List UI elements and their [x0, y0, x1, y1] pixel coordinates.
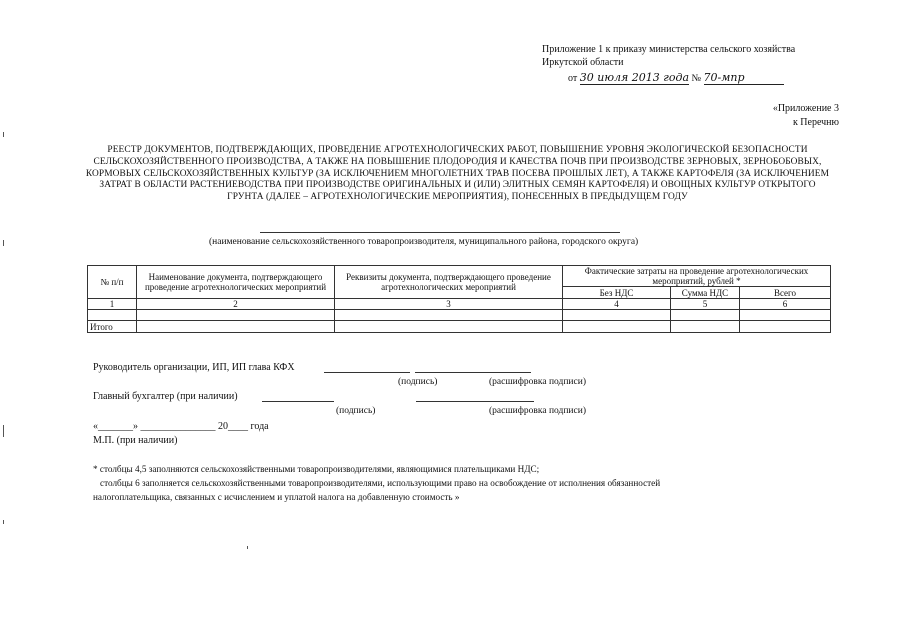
- table-cell: [740, 321, 831, 333]
- order-number-handwritten: 70-мпр: [704, 72, 784, 85]
- scan-speck: [3, 425, 4, 437]
- producer-name-caption: (наименование сельскохозяйственного товаропроизводителя, муниципального района, городского округа): [209, 237, 639, 247]
- column-number-cell: 5: [671, 299, 740, 310]
- header-cost-group: Фактические затраты на проведение агротехнологических мероприятий, рублей *: [563, 266, 831, 287]
- head-decode-caption: (расшифровка подписи): [489, 377, 586, 387]
- footnote-line3: налогоплательщика, связанных с исчислением и уплатой налога на добавленную стоимость »: [93, 492, 460, 502]
- scan-speck: [247, 546, 248, 549]
- table-cell: [671, 310, 740, 321]
- head-signature-line: [324, 372, 410, 373]
- column-number-cell: 6: [740, 299, 831, 310]
- accountant-signature-label: Главный бухгалтер (при наличии): [93, 391, 238, 402]
- table-cell: [740, 310, 831, 321]
- head-signature-caption: (подпись): [398, 377, 438, 387]
- table-cell: [671, 321, 740, 333]
- table-cell: [137, 310, 335, 321]
- order-annex-line2: Иркутской области: [542, 57, 624, 68]
- scan-speck: [3, 520, 4, 524]
- table-cell: [137, 321, 335, 333]
- header-col-doc-details: Реквизиты документа, подтверждающего проведение агротехнологических мероприятий: [335, 266, 563, 299]
- accountant-signature-caption: (подпись): [336, 406, 376, 416]
- table-cell: [335, 310, 563, 321]
- footnote-line1: * столбцы 4,5 заполняются сельскохозяйственными товаропроизводителями, являющимися плательщиками НДС;: [93, 464, 540, 474]
- head-decode-line: [415, 372, 531, 373]
- table-cell: [335, 321, 563, 333]
- accountant-signature-line: [262, 401, 334, 402]
- header-sub-total: Всего: [740, 287, 831, 299]
- scan-speck: [3, 132, 4, 137]
- order-date-handwritten: 30 июля 2013 года: [579, 71, 689, 84]
- order-date-prefix: от: [568, 73, 578, 84]
- head-signature-label: Руководитель организации, ИП, ИП глава КФХ: [93, 362, 295, 373]
- registry-table: [87, 265, 831, 333]
- header-sub-vat-amount: Сумма НДС: [671, 287, 740, 299]
- stamp-placeholder: М.П. (при наличии): [93, 435, 178, 446]
- annex-header-line2: к Перечню: [792, 117, 839, 128]
- header-sub-no-vat: Без НДС: [563, 287, 671, 299]
- accountant-decode-line: [416, 401, 534, 402]
- column-number-cell: 3: [335, 299, 563, 310]
- footnote-line2: столбцы 6 заполняется сельскохозяйственными товаропроизводителями, использующими право на освобождение от исполнения обязанностей: [100, 478, 661, 488]
- document-title: РЕЕСТР ДОКУМЕНТОВ, ПОДТВЕРЖДАЮЩИХ, ПРОВЕДЕНИЕ АГРОТЕХНОЛОГИЧЕСКИХ РАБОТ, ПОВЫШЕНИЕ УРОВНЯ ЭКОЛОГИЧЕСКОЙ БЕЗОПАСНОСТИ СЕЛЬСКОХОЗЯЙСТВЕННОГО ПРОИЗВОДСТВА, А ТАКЖЕ НА ПОВЫШЕНИЕ ПЛОДОРОДИЯ И КАЧЕСТВА ПОЧВ ПРИ ПРОИЗВОДСТВЕ ЗЕРНОВЫХ, ЗЕРНОБОБОВЫХ, КОРМОВЫХ СЕЛЬСКОХОЗЯЙСТВЕННЫХ КУЛЬТУР (ЗА ИСКЛЮЧЕНИЕМ МНОГОЛЕТНИХ ТРАВ ПОСЕВА ПРОШЛЫХ ЛЕТ), А ТАКЖЕ КАРТОФЕЛЯ (ЗА ИСКЛЮЧЕНИЕМ ЗАТРАТ В ОБЛАСТИ РАСТЕНИЕВОДСТВА ПРИ ПРОИЗВОДСТВЕ ОРИГИНАЛЬНЫХ И (ИЛИ) ЭЛИТНЫХ СЕМЯН КАРТОФЕЛЯ) И ОВОЩНЫХ КУЛЬТУР ОТКРЫТОГО ГРУНТА (ДАЛЕЕ – АГРОТЕХНОЛОГИЧЕСКИЕ МЕРОПРИЯТИЯ), ПОНЕСЕННЫХ В ПРЕДЫДУЩЕМ ГОДУ: [85, 145, 830, 203]
- column-number-cell: 1: [88, 299, 137, 310]
- producer-name-line: [260, 232, 620, 233]
- annex-header-line1: «Приложение 3: [772, 103, 839, 114]
- date-line: «_______» _______________ 20____ года: [93, 421, 269, 432]
- order-annex-line1: Приложение 1 к приказу министерства сельского хозяйства: [542, 44, 796, 55]
- total-row-label: Итого: [88, 321, 137, 333]
- scan-speck: [3, 240, 4, 246]
- header-col-number: № п/п: [88, 266, 137, 299]
- table-cell: [88, 310, 137, 321]
- header-col-doc-name: Наименование документа, подтверждающего проведение агротехнологических мероприятий: [137, 266, 335, 299]
- table-cell: [563, 310, 671, 321]
- accountant-decode-caption: (расшифровка подписи): [489, 406, 586, 416]
- order-number-label: №: [691, 73, 702, 84]
- column-number-cell: 4: [563, 299, 671, 310]
- column-number-cell: 2: [137, 299, 335, 310]
- order-date-number: [568, 72, 784, 85]
- table-cell: [563, 321, 671, 333]
